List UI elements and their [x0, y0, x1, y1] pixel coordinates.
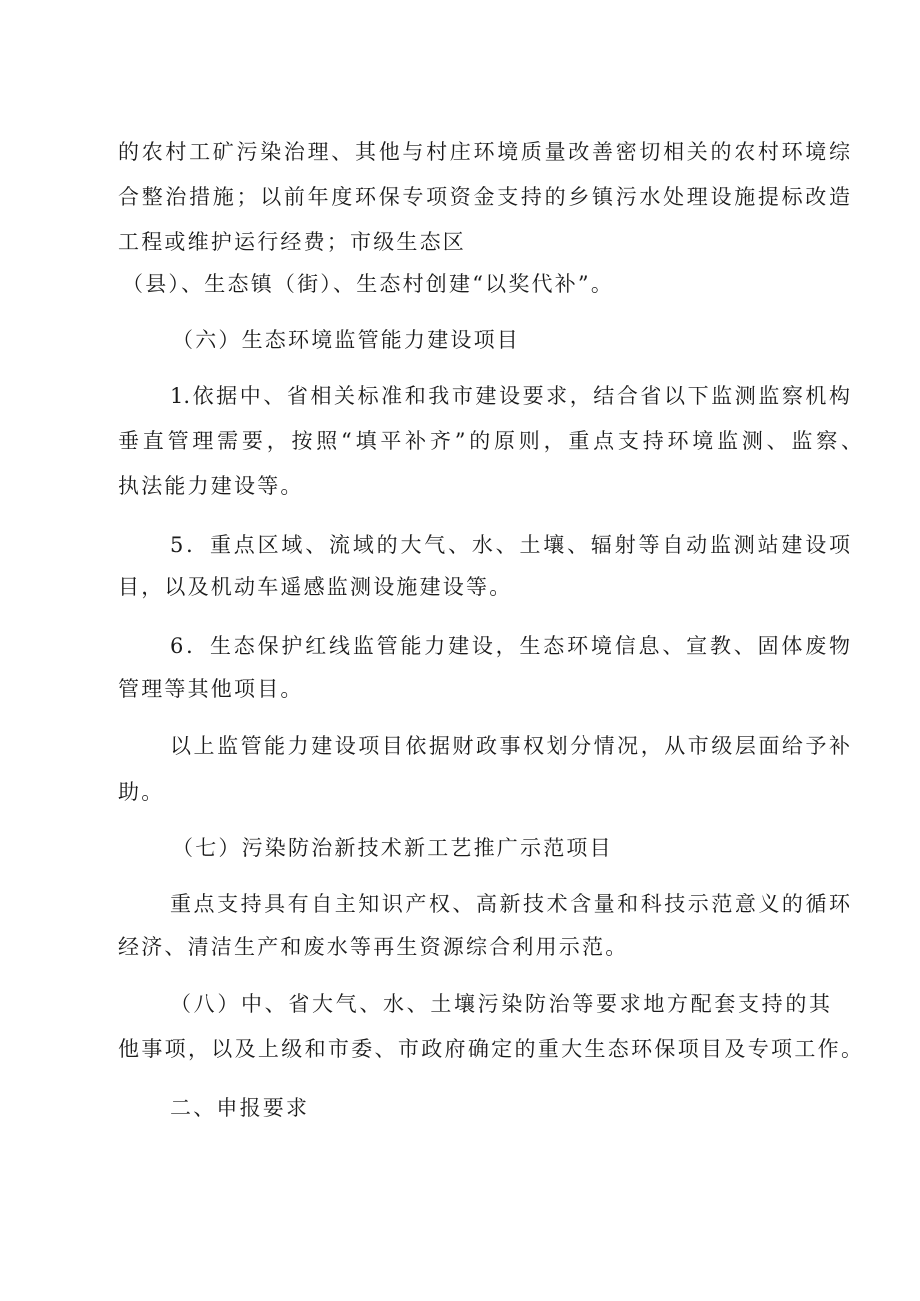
text-line: 他事项，以及上级和市委、市政府确定的重大生态环保项目及专项工作。 — [118, 1037, 862, 1061]
section-heading: （六）生态环境监管能力建设项目 — [172, 328, 520, 352]
text-line: 重点支持具有自主知识产权、高新技术含量和科技示范意义的循环 — [170, 892, 850, 916]
section-heading: （七）污染防治新技术新工艺推广示范项目 — [172, 836, 613, 860]
section-heading: （八）中、省大气、水、土壤污染防治等要求地方配套支持的其 — [170, 992, 830, 1016]
text-line: 执法能力建设等。 — [118, 474, 304, 498]
text-line: 6．生态保护红线监管能力建设，生态环境信息、宣教、固体废物 — [170, 634, 850, 658]
text-line: 合整治措施；以前年度环保专项资金支持的乡镇污水处理设施提标改造 — [118, 185, 850, 209]
text-line: 目，以及机动车遥感监测设施建设等。 — [118, 575, 513, 599]
section-heading: 二、申报要求 — [170, 1096, 310, 1120]
text-line: 助。 — [118, 780, 165, 804]
text-line: （县）、生态镇（街）、生态村创建“以奖代补”。 — [122, 272, 615, 296]
text-line: 1.依据中、省相关标准和我市建设要求，结合省以下监测监察机构 — [170, 384, 850, 408]
text-line: 经济、清洁生产和废水等再生资源综合利用示范。 — [118, 935, 629, 959]
text-line: 以上监管能力建设项目依据财政事权划分情况，从市级层面给予补 — [170, 734, 850, 758]
text-line: 5．重点区域、流域的大气、水、土壤、辐射等自动监测站建设项 — [170, 533, 850, 557]
text-line: 的农村工矿污染治理、其他与村庄环境质量改善密切相关的农村环境综 — [118, 140, 850, 164]
text-line: 垂直管理需要，按照“填平补齐”的原则，重点支持环境监测、监察、 — [118, 429, 862, 453]
text-line: 管理等其他项目。 — [118, 677, 304, 701]
text-line: 工程或维护运行经费；市级生态区 — [118, 230, 466, 254]
